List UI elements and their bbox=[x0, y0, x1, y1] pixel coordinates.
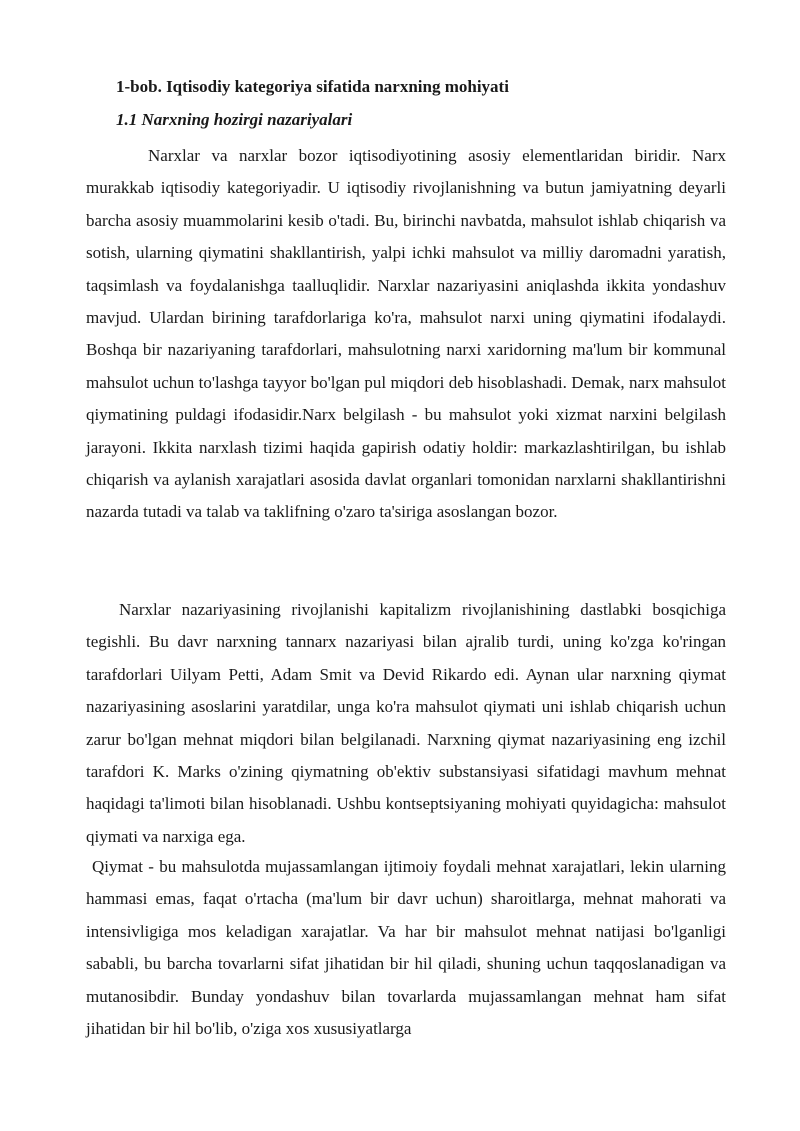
paragraph-3: Qiymat - bu mahsulotda mujassamlangan ijtimoiy foydali mehnat xarajatlari, lekin ularning hammasi emas, faqat o'rtacha (ma'lum bir davr uchun) sharoitlarga, mehnat mahorati va intensivligiga mos keladigan xarajatlar. Va har bir mahsulot mehnat natijasi bo'lganligi sababli, bu barcha tovarlarni sifat jihatidan bir hil qiladi, shuning uchun taqqoslanadigan va mutanosibdir. Bunday yondashuv bilan tovarlarda mujassamlangan mehnat ham sifat jihatidan bir hil bo'lib, o'ziga xos xususiyatlarga bbox=[86, 857, 726, 1039]
section-title: 1.1 Narxning hozirgi nazariyalari bbox=[116, 110, 353, 129]
paragraph-1: Narxlar va narxlar bozor iqtisodiyotining asosiy elementlaridan biridir. Narx murakkab iqtisodiy kategoriyadir. U iqtisodiy rivojlanishning va butun jamiyatning deyarli barcha asosiy muammolarini kesib o'tadi. Bu, birinchi navbatda, mahsulot ishlab chiqarish va sotish, ularning qiymatini shakllantirish, yalpi ichki mahsulot va milliy daromadni yaratish, taqsimlash va foydalanishga taalluqlidir. Narxlar nazariyasini aniqlashda ikkita yondashuv mavjud. Ulardan birining tarafdorlariga ko'ra, mahsulot narxi uning qiymatini ifodalaydi. Boshqa bir nazariyaning tarafdorlari, mahsulotning narxi xaridorning ma'lum bir kommunal mahsulot uchun to'lashga tayyor bo'lgan pul miqdori deb hisoblashadi. Demak, narx mahsulot qiymatining puldagi ifodasidir.Narx belgilash - bu mahsulot yoki xizmat narxini belgilash jarayoni. Ikkita narxlash tizimi haqida gapirish odatiy holdir: markazlashtirilgan, bu ishlab chiqarish va aylanish xarajatlari asosida davlat organlari tomonidan narxlarni shakllantirishni nazarda tutadi va talab va taklifning o'zaro ta'siriga asoslangan bozor. bbox=[86, 146, 726, 522]
paragraph-2: Narxlar nazariyasining rivojlanishi kapitalizm rivojlanishining dastlabki bosqichiga tegishli. Bu davr narxning tannarx nazariyasi bilan ajralib turdi, uning ko'zga ko'ringan tarafdorlari Uilyam Petti, Adam Smit va Devid Rikardo edi. Aynan ular narxning qiymat nazariyasining asoslarini yaratdilar, unga ko'ra mahsulot qiymati uni ishlab chiqarish uchun zarur bo'lgan mehnat miqdori bilan belgilanadi. Narxning qiymat nazariyasining eng izchil tarafdori K. Marks o'zining qiymatning ob'ektiv substansiyasi sifatidagi mavhum mehnat haqidagi ta'limoti bilan hisoblanadi. Ushbu kontseptsiyaning mohiyati quyidagicha: mahsulot qiymati va narxiga ega. bbox=[86, 600, 726, 846]
chapter-title: 1-bob. Iqtisodiy kategoriya sifatida narxning mohiyati bbox=[116, 77, 509, 96]
